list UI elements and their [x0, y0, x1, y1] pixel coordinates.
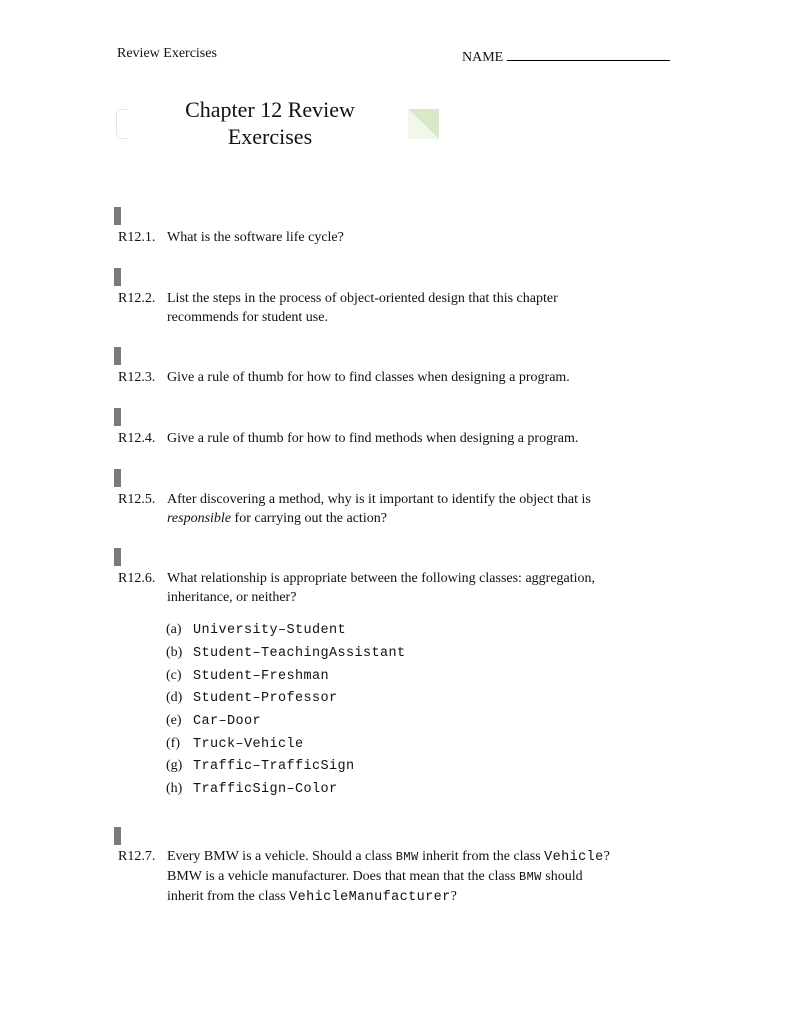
emphasis-text: responsible [167, 511, 232, 526]
question-marker [114, 469, 121, 487]
question-r12-5 [118, 490, 678, 530]
question-text: What is the software life cycle? [167, 230, 344, 245]
option-b: (b) Student–TeachingAssistant [166, 645, 406, 661]
option-g: (g) Traffic–TrafficSign [166, 758, 355, 774]
question-r12-6 [118, 569, 678, 609]
name-label: NAME [462, 50, 504, 65]
question-r12-2 [118, 289, 678, 329]
question-number: R12.6. [118, 571, 156, 586]
question-marker [114, 827, 121, 845]
question-text: Give a rule of thumb for how to find methods when designing a program. [167, 431, 579, 446]
title-triangle-decoration [408, 109, 439, 139]
question-number: R12.3. [118, 370, 156, 385]
question-marker [114, 207, 121, 225]
question-marker [114, 268, 121, 286]
question-r12-7 [118, 847, 678, 907]
question-number: R12.1. [118, 230, 156, 245]
name-blank-line [507, 46, 670, 61]
page-title: Chapter 12 Review Exercises [185, 97, 355, 149]
question-marker [114, 347, 121, 365]
question-text: Give a rule of thumb for how to find classes when designing a program. [167, 370, 570, 385]
question-text: What relationship is appropriate between the following classes: aggregation, inheritance, or neither? [167, 571, 596, 605]
question-number: R12.5. [118, 492, 156, 507]
question-text: Every BMW is a vehicle. Should a class BMW inherit from the class Vehicle? BMW is a vehicle manufacturer. Does that mean that the class BMW should inherit from the class VehicleManufacturer? [167, 849, 610, 905]
option-c: (c) Student–Freshman [166, 668, 330, 684]
title-bracket-decoration [116, 109, 127, 139]
question-text: List the steps in the process of object-oriented design that this chapter recommends for student use. [167, 291, 558, 325]
option-h: (h) TrafficSign–Color [166, 781, 338, 797]
option-a: (a) University–Student [166, 622, 347, 638]
question-number: R12.7. [118, 849, 156, 864]
option-d: (d) Student–Professor [166, 690, 338, 706]
name-field [462, 46, 670, 66]
question-marker [114, 408, 121, 426]
question-number: R12.2. [118, 291, 156, 306]
option-f: (f) Truck–Vehicle [166, 736, 304, 752]
header-left: Review Exercises [117, 46, 217, 61]
question-marker [114, 548, 121, 566]
question-number: R12.4. [118, 431, 156, 446]
question-text: After discovering a method, why is it important to identify the object that is responsible for carrying out the action? [167, 492, 591, 526]
option-e: (e) Car–Door [166, 713, 262, 729]
